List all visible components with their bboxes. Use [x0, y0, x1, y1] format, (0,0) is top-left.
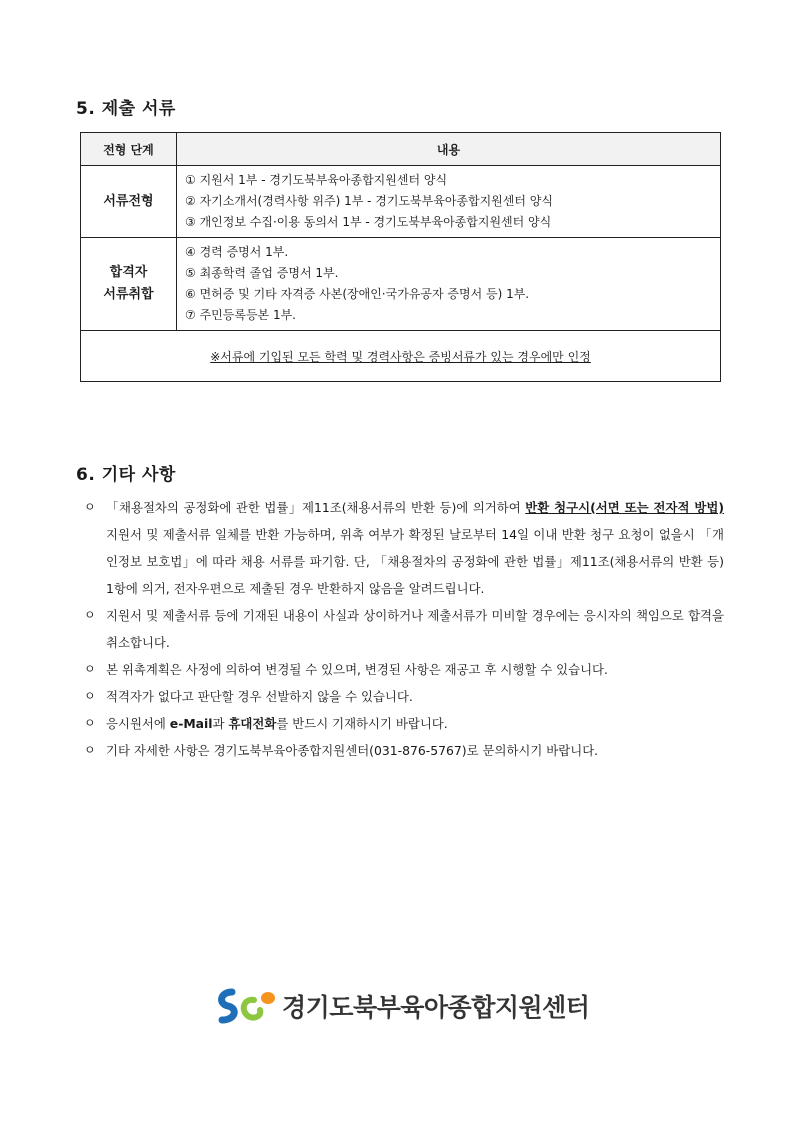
list-item: ⑥ 면허증 및 기타 자격증 사본(장애인·국가유공자 증명서 등) 1부.	[185, 287, 530, 301]
email-emphasis: e-Mail	[169, 716, 213, 731]
list-item: ⑦ 주민등록등본 1부.	[185, 308, 296, 322]
phone-emphasis: 휴대전화	[228, 716, 277, 731]
list-item: ③ 개인정보 수집·이용 동의서 1부 - 경기도북부육아종합지원센터 양식	[185, 215, 552, 229]
return-request-emphasis: 반환 청구시(서면 또는 전자적 방법)	[525, 500, 724, 515]
organization-name: 경기도북부육아종합지원센터	[282, 993, 590, 1022]
table-row	[81, 166, 721, 238]
note-text: 본 위촉계획은 사정에 의하여 변경될 수 있으며, 변경된 사항은 재공고 후 시행할 수 있습니다.	[106, 662, 608, 677]
header-stage: 전형 단계	[81, 133, 177, 166]
table-note-row	[81, 331, 721, 382]
other-notes-list	[84, 494, 724, 764]
document-list	[177, 166, 721, 238]
footer-logo	[216, 986, 589, 1026]
stage-document-screening: 서류전형	[81, 166, 177, 238]
bullet-icon: ㅇ	[84, 689, 96, 703]
list-item	[84, 683, 724, 710]
list-item: ① 지원서 1부 - 경기도북부육아종합지원센터 양식	[185, 173, 448, 187]
note-cell	[81, 331, 721, 382]
list-item: ② 자기소개서(경력사항 위주) 1부 - 경기도북부육아종합지원센터 양식	[185, 194, 553, 208]
note-text: 「채용절차의 공정화에 관한 법률」제11조(채용서류의 반환 등)에 의거하여	[106, 500, 526, 515]
table-header-row	[81, 133, 721, 166]
note-text: 지원서 및 제출서류 일체를 반환 가능하며, 위촉 여부가 확정된 날로부터 14일 이내 반환 청구 요청이 없을시 「개인정보 보호법」에 따라 채용 서류를 파기함. 단, 「채용절차의 공정화에 관한 법률」제11조(채용서류의 반환 등) 1항에 의거, 전자우편으로 제출된 경우 반환하지 않음을 알려드립니다.	[106, 527, 724, 596]
list-item	[84, 602, 724, 656]
list-item	[84, 710, 724, 737]
bullet-icon: ㅇ	[84, 743, 96, 757]
table-row	[81, 238, 721, 331]
bullet-icon: ㅇ	[84, 716, 96, 730]
note-text: 지원서 및 제출서류 등에 기재된 내용이 사실과 상이하거나 제출서류가 미비할 경우에는 응시자의 책임으로 합격을 취소합니다.	[106, 608, 724, 650]
list-item	[84, 494, 724, 602]
submission-documents-table	[80, 132, 721, 382]
header-content: 내용	[177, 133, 721, 166]
note-text: 기타 자세한 사항은 경기도북부육아종합지원센터(031-876-5767)로 문의하시기 바랍니다.	[106, 743, 599, 758]
section-5-title: 5. 제출 서류	[76, 99, 176, 119]
list-item	[84, 737, 724, 764]
bullet-icon: ㅇ	[84, 662, 96, 676]
stage-successful-applicant	[81, 238, 177, 331]
stage-line: 서류취합	[103, 287, 154, 302]
document-list	[177, 238, 721, 331]
note-text: 응시원서에	[106, 716, 170, 731]
list-item: ⑤ 최종학력 졸업 증명서 1부.	[185, 266, 339, 280]
note-text: 를 반드시 기재하시기 바랍니다.	[276, 716, 448, 731]
center-logo-icon	[216, 986, 278, 1026]
note-text: 과	[212, 716, 229, 731]
stage-line: 합격자	[109, 265, 148, 280]
list-item: ④ 경력 증명서 1부.	[185, 245, 289, 259]
section-6-title: 6. 기타 사항	[76, 465, 176, 485]
list-item	[84, 656, 724, 683]
note-text: 적격자가 없다고 판단할 경우 선발하지 않을 수 있습니다.	[106, 689, 413, 704]
bullet-icon: ㅇ	[84, 500, 96, 514]
table-note: ※서류에 기입된 모든 학력 및 경력사항은 증빙서류가 있는 경우에만 인정	[210, 349, 591, 364]
bullet-icon: ㅇ	[84, 608, 96, 622]
